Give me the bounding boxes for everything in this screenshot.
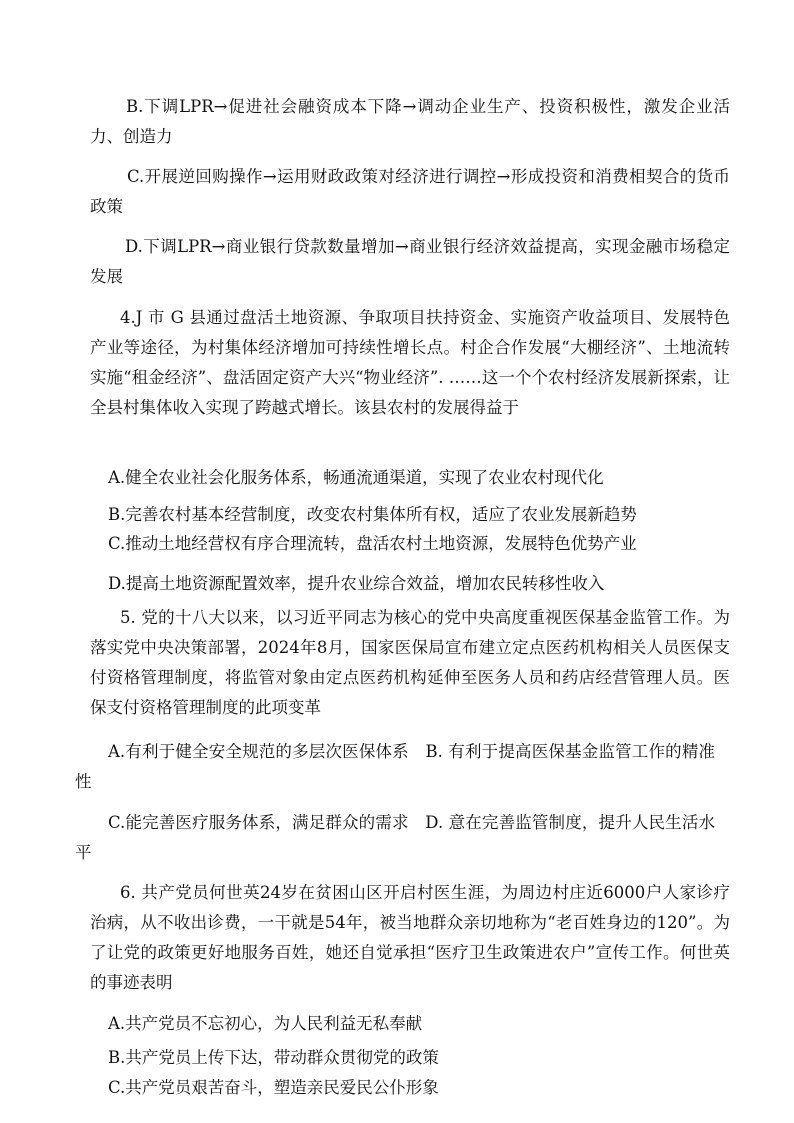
q4-stem: 4.J 市 G 县通过盘活土地资源、争取项目扶持资金、实施资产收益项目、发展特色产业等途径，为村集体经济增加可持续性增长点。村企合作发展“大棚经济”、土地流转实施“租金经济”、盘活固定资产大兴“物业经济”. ……这一个个农村经济发展新探索，让全县村集体收入实现了跨越式增长。该县农村的发展得益于 [90,308,730,417]
q4-option-a: A.健全农业社会化服务体系，畅通流通渠道，实现了农业农村现代化 [108,468,604,487]
q4-option-b: B.完善农村基本经营制度，改变农村集体所有权，适应了农业发展新趋势 [108,505,637,524]
q3-option-c: C.开展逆回购操作→运用财政政策对经济进行调控→形成投资和消费相契合的货币政策 [90,167,730,216]
q6-stem: 6. 共产党员何世英24岁在贫困山区开启村医生涯，为周边村庄近6000户人家诊疗治病，从不收出诊费，一干就是54年，被当地群众亲切地称为“老百姓身边的120”。为了让党的政策更好地服务百姓，她还自觉承担“医疗卫生政策进农户”宣传工作。何世英的事迹表明 [90,883,730,992]
q3-option-d: D.下调LPR→商业银行贷款数量增加→商业银行经济效益提高，实现金融市场稳定发展 [90,237,730,286]
q6-option-b: B.共产党员上传下达，带动群众贯彻党的政策 [108,1048,439,1067]
q5-stem: 5. 党的十八大以来，以习近平同志为核心的党中央高度重视医保基金监管工作。为落实党中央决策部署，2024年8月，国家医保局宣布建立定点医药机构相关人员医保支付资格管理制度，将监管对象由定点医药机构延伸至医务人员和药店经营管理人员。医保支付资格管理制度的此项变革 [90,608,730,717]
q4-option-d: D.提高土地资源配置效率，提升农业综合效益，增加农民转移性收入 [108,574,605,593]
q5-options-ab: A.有利于健全安全规范的多层次医保体系 B. 有利于提高医保基金监管工作的精准性 [75,742,715,791]
q3-option-b: B.下调LPR→促进社会融资成本下降→调动企业生产、投资积极性，激发企业活力、创造力 [90,97,730,146]
q6-option-a: A.共产党员不忘初心，为人民利益无私奉献 [108,1014,423,1033]
q6-option-c: C.共产党员艰苦奋斗，塑造亲民爱民公仆形象 [108,1078,439,1097]
q4-option-c: C.推动土地经营权有序合理流转，盘活农村土地资源，发展特色优势产业 [108,534,637,553]
q5-options-cd: C.能完善医疗服务体系，满足群众的需求 D. 意在完善监管制度，提升人民生活水平 [75,813,715,862]
